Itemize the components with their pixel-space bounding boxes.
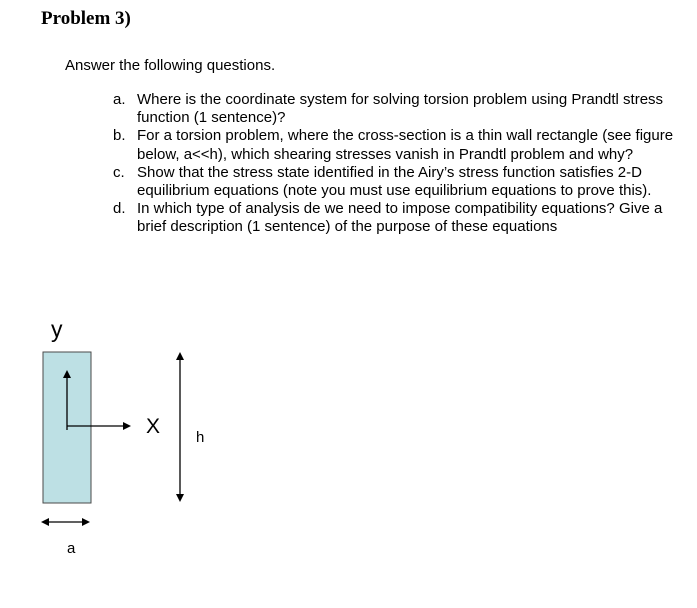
y-axis-label: y <box>51 316 63 342</box>
problem-title: Problem 3) <box>41 8 131 29</box>
question-text: Where is the coordinate system for solving torsion problem using Prandtl stress function (1 sentence)? <box>137 91 664 127</box>
question-text: Show that the stress state identified in the Airy’s stress function satisfies 2-D equilibrium equations (note you must use equilibrium equations to prove this). <box>137 163 652 200</box>
question-letter: d. <box>113 200 126 218</box>
width-label: a <box>67 540 76 557</box>
question-text: In which type of analysis de we need to impose compatibility equations? Give a brief description (1 sentence) of the purpose of these equations <box>137 200 663 236</box>
height-label: h <box>196 429 205 446</box>
x-axis-label: X <box>146 415 161 438</box>
question-letter: b. <box>113 127 126 145</box>
question-letter: a. <box>113 91 126 108</box>
instructions-text: Answer the following questions. <box>65 57 276 74</box>
question-text: For a torsion problem, where the cross-section is a thin wall rectangle (see figure below, a<<h), which shearing stresses vanish in Prandtl problem and why? <box>137 127 674 163</box>
question-letter: c. <box>113 163 125 181</box>
